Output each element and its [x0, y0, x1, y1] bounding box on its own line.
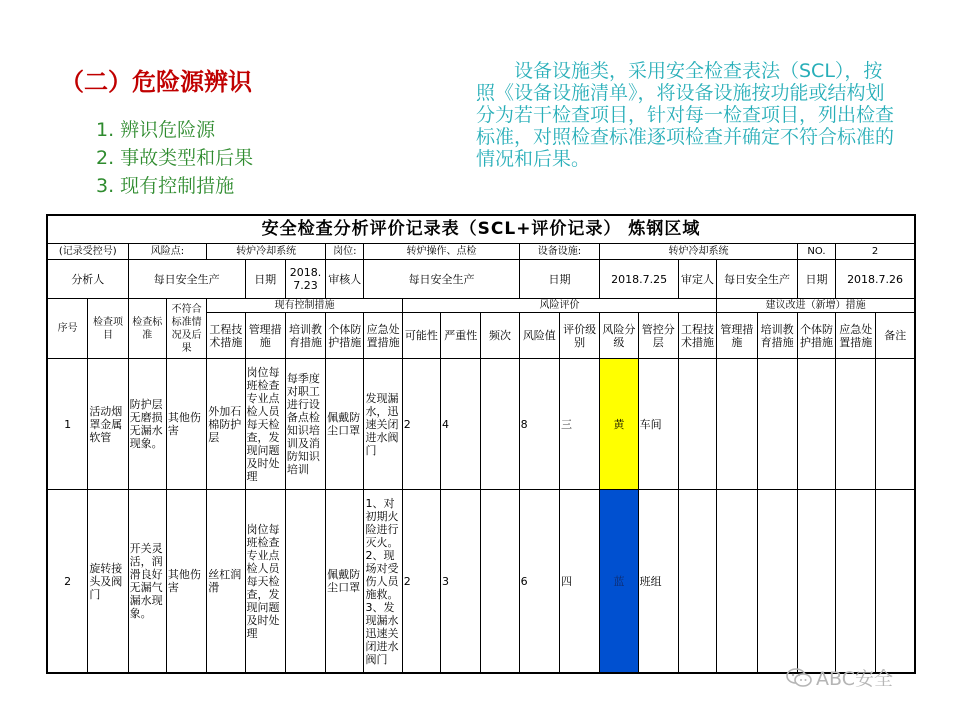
date2-value: 2018.7.25	[600, 260, 679, 299]
header-emerg: 应急处置措施	[364, 313, 402, 359]
cell-eval-level: 四	[559, 490, 599, 673]
cell-seq: 1	[48, 359, 88, 490]
method-description: 设备设施类，采用安全检查表法（SCL），按照《设备设施清单》，将设备设施按功能或结构划分为若干检查项目，针对每一检查项目，列出检查标准，对照检查标准逐项检查并确定不符合标准的情况和后果。	[476, 60, 895, 170]
number-value: 2	[836, 244, 915, 260]
header-freq: 频次	[481, 313, 519, 359]
reviewer-label: 审核人	[326, 260, 364, 299]
cell-eng: 外加石棉防护层	[207, 359, 245, 490]
number-label: NO.	[797, 244, 835, 260]
group-suggested-measures: 建议改进（新增）措施	[717, 299, 915, 313]
header-standard: 检查标准	[128, 299, 166, 359]
cell-nonconform: 其他伤害	[166, 490, 206, 673]
cell-risk-value: 8	[519, 359, 559, 490]
cell-remark	[876, 359, 915, 490]
cell-eng: 丝杠润滑	[207, 490, 245, 673]
cell-emerg: 发现漏水，迅速关闭进水阀门	[364, 359, 402, 490]
cell-suggest-mgmt	[717, 490, 757, 673]
reviewer-value: 每日安全生产	[364, 260, 519, 299]
cell-likelihood: 2	[402, 490, 440, 673]
header-suggest-mgmt: 管理措施	[717, 313, 757, 359]
cell-suggest-eng	[678, 490, 716, 673]
cell-standard: 防护层无磨损无漏水现象。	[128, 359, 166, 490]
cell-severity: 4	[441, 359, 481, 490]
group-risk-evaluation: 风险评价	[402, 299, 716, 313]
cell-mgmt: 岗位每班检查专业点检人员每天检查，发现问题及时处理	[245, 490, 285, 673]
cell-seq: 2	[48, 490, 88, 673]
cell-train	[285, 490, 325, 673]
step-list	[96, 116, 253, 200]
header-suggest-train: 培训教育措施	[757, 313, 797, 359]
cell-nonconform: 其他伤害	[166, 359, 206, 490]
analyst-label: 分析人	[48, 260, 129, 299]
cell-severity: 3	[441, 490, 481, 673]
header-mgmt: 管理措施	[245, 313, 285, 359]
cell-item: 旋转接头及阀门	[88, 490, 128, 673]
date-value: 2018.7.23	[285, 260, 325, 299]
group-existing-measures: 现有控制措施	[207, 299, 403, 313]
step-item: 2. 事故类型和后果	[96, 147, 254, 169]
cell-suggest-mgmt	[717, 359, 757, 490]
step-item: 3. 现有控制措施	[96, 175, 235, 197]
slide-title: （二）危险源辨识	[60, 68, 252, 96]
cell-likelihood: 2	[402, 359, 440, 490]
cell-suggest-train	[757, 490, 797, 673]
header-eval-level: 评价级别	[559, 313, 599, 359]
header-suggest-eng: 工程技术措施	[678, 313, 716, 359]
scl-record-table	[46, 214, 916, 674]
header-suggest-emerg: 应急处置措施	[836, 313, 876, 359]
cell-remark	[876, 490, 915, 673]
risk-point-value: 转炉冷却系统	[207, 244, 326, 260]
date3-value: 2018.7.26	[836, 260, 915, 299]
record-label: (记录受控号)	[48, 244, 129, 260]
cell-suggest-eng	[678, 359, 716, 490]
cell-suggest-ppe	[797, 490, 835, 673]
cell-suggest-emerg	[836, 359, 876, 490]
cell-ppe: 佩戴防尘口罩	[326, 490, 364, 673]
cell-suggest-emerg	[836, 490, 876, 673]
header-control-level: 管控分层	[638, 313, 678, 359]
wechat-icon	[786, 667, 812, 689]
cell-risk-value: 6	[519, 490, 559, 673]
date2-label: 日期	[519, 260, 600, 299]
cell-risk-grade: 黄	[600, 359, 638, 490]
equipment-label: 设备设施:	[519, 244, 600, 260]
step-item: 1. 辨识危险源	[96, 119, 216, 141]
cell-risk-grade: 蓝	[600, 490, 638, 673]
cell-suggest-ppe	[797, 359, 835, 490]
header-likelihood: 可能性	[402, 313, 440, 359]
cell-control-level: 车间	[638, 359, 678, 490]
equipment-value: 转炉冷却系统	[600, 244, 798, 260]
header-nonconform: 不符合标准情况及后果	[166, 299, 206, 359]
cell-control-level: 班组	[638, 490, 678, 673]
cell-train: 每季度对职工进行设备点检知识培训及消防知识培训	[285, 359, 325, 490]
watermark	[786, 664, 893, 691]
cell-ppe: 佩戴防尘口罩	[326, 359, 364, 490]
post-label: 岗位:	[326, 244, 364, 260]
header-ppe: 个体防护措施	[326, 313, 364, 359]
approver-label: 审定人	[678, 260, 716, 299]
header-remark: 备注	[876, 313, 915, 359]
table-row	[48, 490, 915, 673]
header-suggest-ppe: 个体防护措施	[797, 313, 835, 359]
cell-standard: 开关灵活，润滑良好无漏气漏水现象。	[128, 490, 166, 673]
analyst-value: 每日安全生产	[128, 260, 245, 299]
table-row	[48, 359, 915, 490]
cell-eval-level: 三	[559, 359, 599, 490]
cell-emerg: 1、对初期火险进行灭火。2、现场对受伤人员施救。3、发现漏水迅速关闭进水阀门	[364, 490, 402, 673]
cell-suggest-train	[757, 359, 797, 490]
date-label: 日期	[245, 260, 285, 299]
header-seq: 序号	[48, 299, 88, 359]
risk-point-label: 风险点:	[128, 244, 207, 260]
header-severity: 严重性	[441, 313, 481, 359]
cell-freq	[481, 490, 519, 673]
table-title: 安全检查分析评价记录表（SCL+评价记录） 炼钢区域	[48, 216, 915, 244]
header-train: 培训教育措施	[285, 313, 325, 359]
cell-freq	[481, 359, 519, 490]
date3-label: 日期	[797, 260, 835, 299]
header-risk-value: 风险值	[519, 313, 559, 359]
header-item: 检查项目	[88, 299, 128, 359]
post-value: 转炉操作、点检	[364, 244, 519, 260]
watermark-text: ABC安全	[816, 668, 893, 690]
header-eng: 工程技术措施	[207, 313, 245, 359]
cell-mgmt: 岗位每班检查专业点检人员每天检查，发现问题及时处理	[245, 359, 285, 490]
approver-value: 每日安全生产	[717, 260, 798, 299]
header-risk-grade: 风险分级	[600, 313, 638, 359]
cell-item: 活动烟罩金属软管	[88, 359, 128, 490]
